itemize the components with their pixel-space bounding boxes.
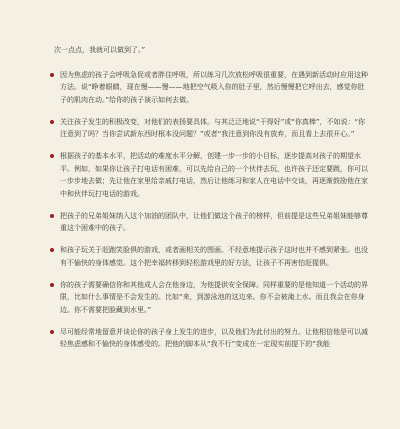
list-item-text: 因为焦虑的孩子会呼吸急促或者胖住呼吸，所以练习几次放松呼吸很重要，在遇到新活动时应用这种方法。说“睁着眼睛，现在慢——慢——地把空气吸入你的肚子里，然后慢慢把它呼出去，感觉你肚子的肌肉在动。”给你的孩子演示如何去做。 [60,70,368,104]
list-item-text: 你的孩子需要确信你和其他成人会在他身边，为他提供安全保障。同样重要的是他知道一个活动的界限，比如什么事情是不会发生的。比如“来，到游泳池的这边来。你不会被淹上水。而且我会在你身边。你不需要把脸藏到水里。” [60,280,368,314]
list-item [50,150,370,200]
bullet-dot-icon [50,120,54,124]
list-item [50,244,370,269]
bullet-dot-icon [50,214,54,218]
list-item-text: 和孩子玩关于赶跑笑脸俱的游戏，或者画相关的图画。不经意地提示孩子这时也并不感到紧张。也没有不愉快的身体感觉。这个把幸福转移到轻松游戏里的好方法，让孩子不再害怕赶猩俱。 [60,246,368,267]
bullet-dot-icon [50,73,54,77]
list-item-text: 根据孩子的基本水平，把活动的难度水平分解，创建一步一步的小目标，逐步提高对孩子的期望水平。例如，如果你让孩子打电话有困难，可以先给自己的一个伙伴去玩，也许孩子还定要跳，你可以一步步地去做；先让他在家里给亲戚打电话，然后让他练习和家人在电话中交谈，再逐渐鼓励他在家中和伙伴玩打电话的游戏。 [60,152,368,198]
list-item [50,116,370,141]
list-item-text: 尽可能经常地留意并谈论你的孩子身上发生的进步，以及他们为此付出的努力。让他相信他是可以减轻焦虑感和不愉快的身体感受的。把他的脚本从“我不行”变成在一定现实前提下的“我能 [60,327,368,348]
bullet-dot-icon [50,248,54,252]
bullet-dot-icon [50,330,54,334]
list-item [50,326,370,351]
list-item [50,210,370,235]
list-item-text: 把孩子的兄弟姐妹纳入这个加油的团队中，让他们做这个孩子的榜样，但前提是这些兄弟姐妹能够尊重这个困难中的孩子。 [60,211,368,232]
continued-paragraph: 次一点点，我就可以做到了。” [54,46,146,54]
list-item-text: 关注孩子发生的积极改变，对他们的表扬要具体。与其泛泛地说“干得好”或“你真棒”，不如说：“你注意到了吗？当你尝试新东西时根本没问题？”或者“我注意到你没有放弃，而且看上去很开心。” [60,117,366,138]
bullet-dot-icon [50,154,54,158]
list-item [50,279,370,317]
bullet-dot-icon [50,283,54,287]
list-item [50,69,370,107]
